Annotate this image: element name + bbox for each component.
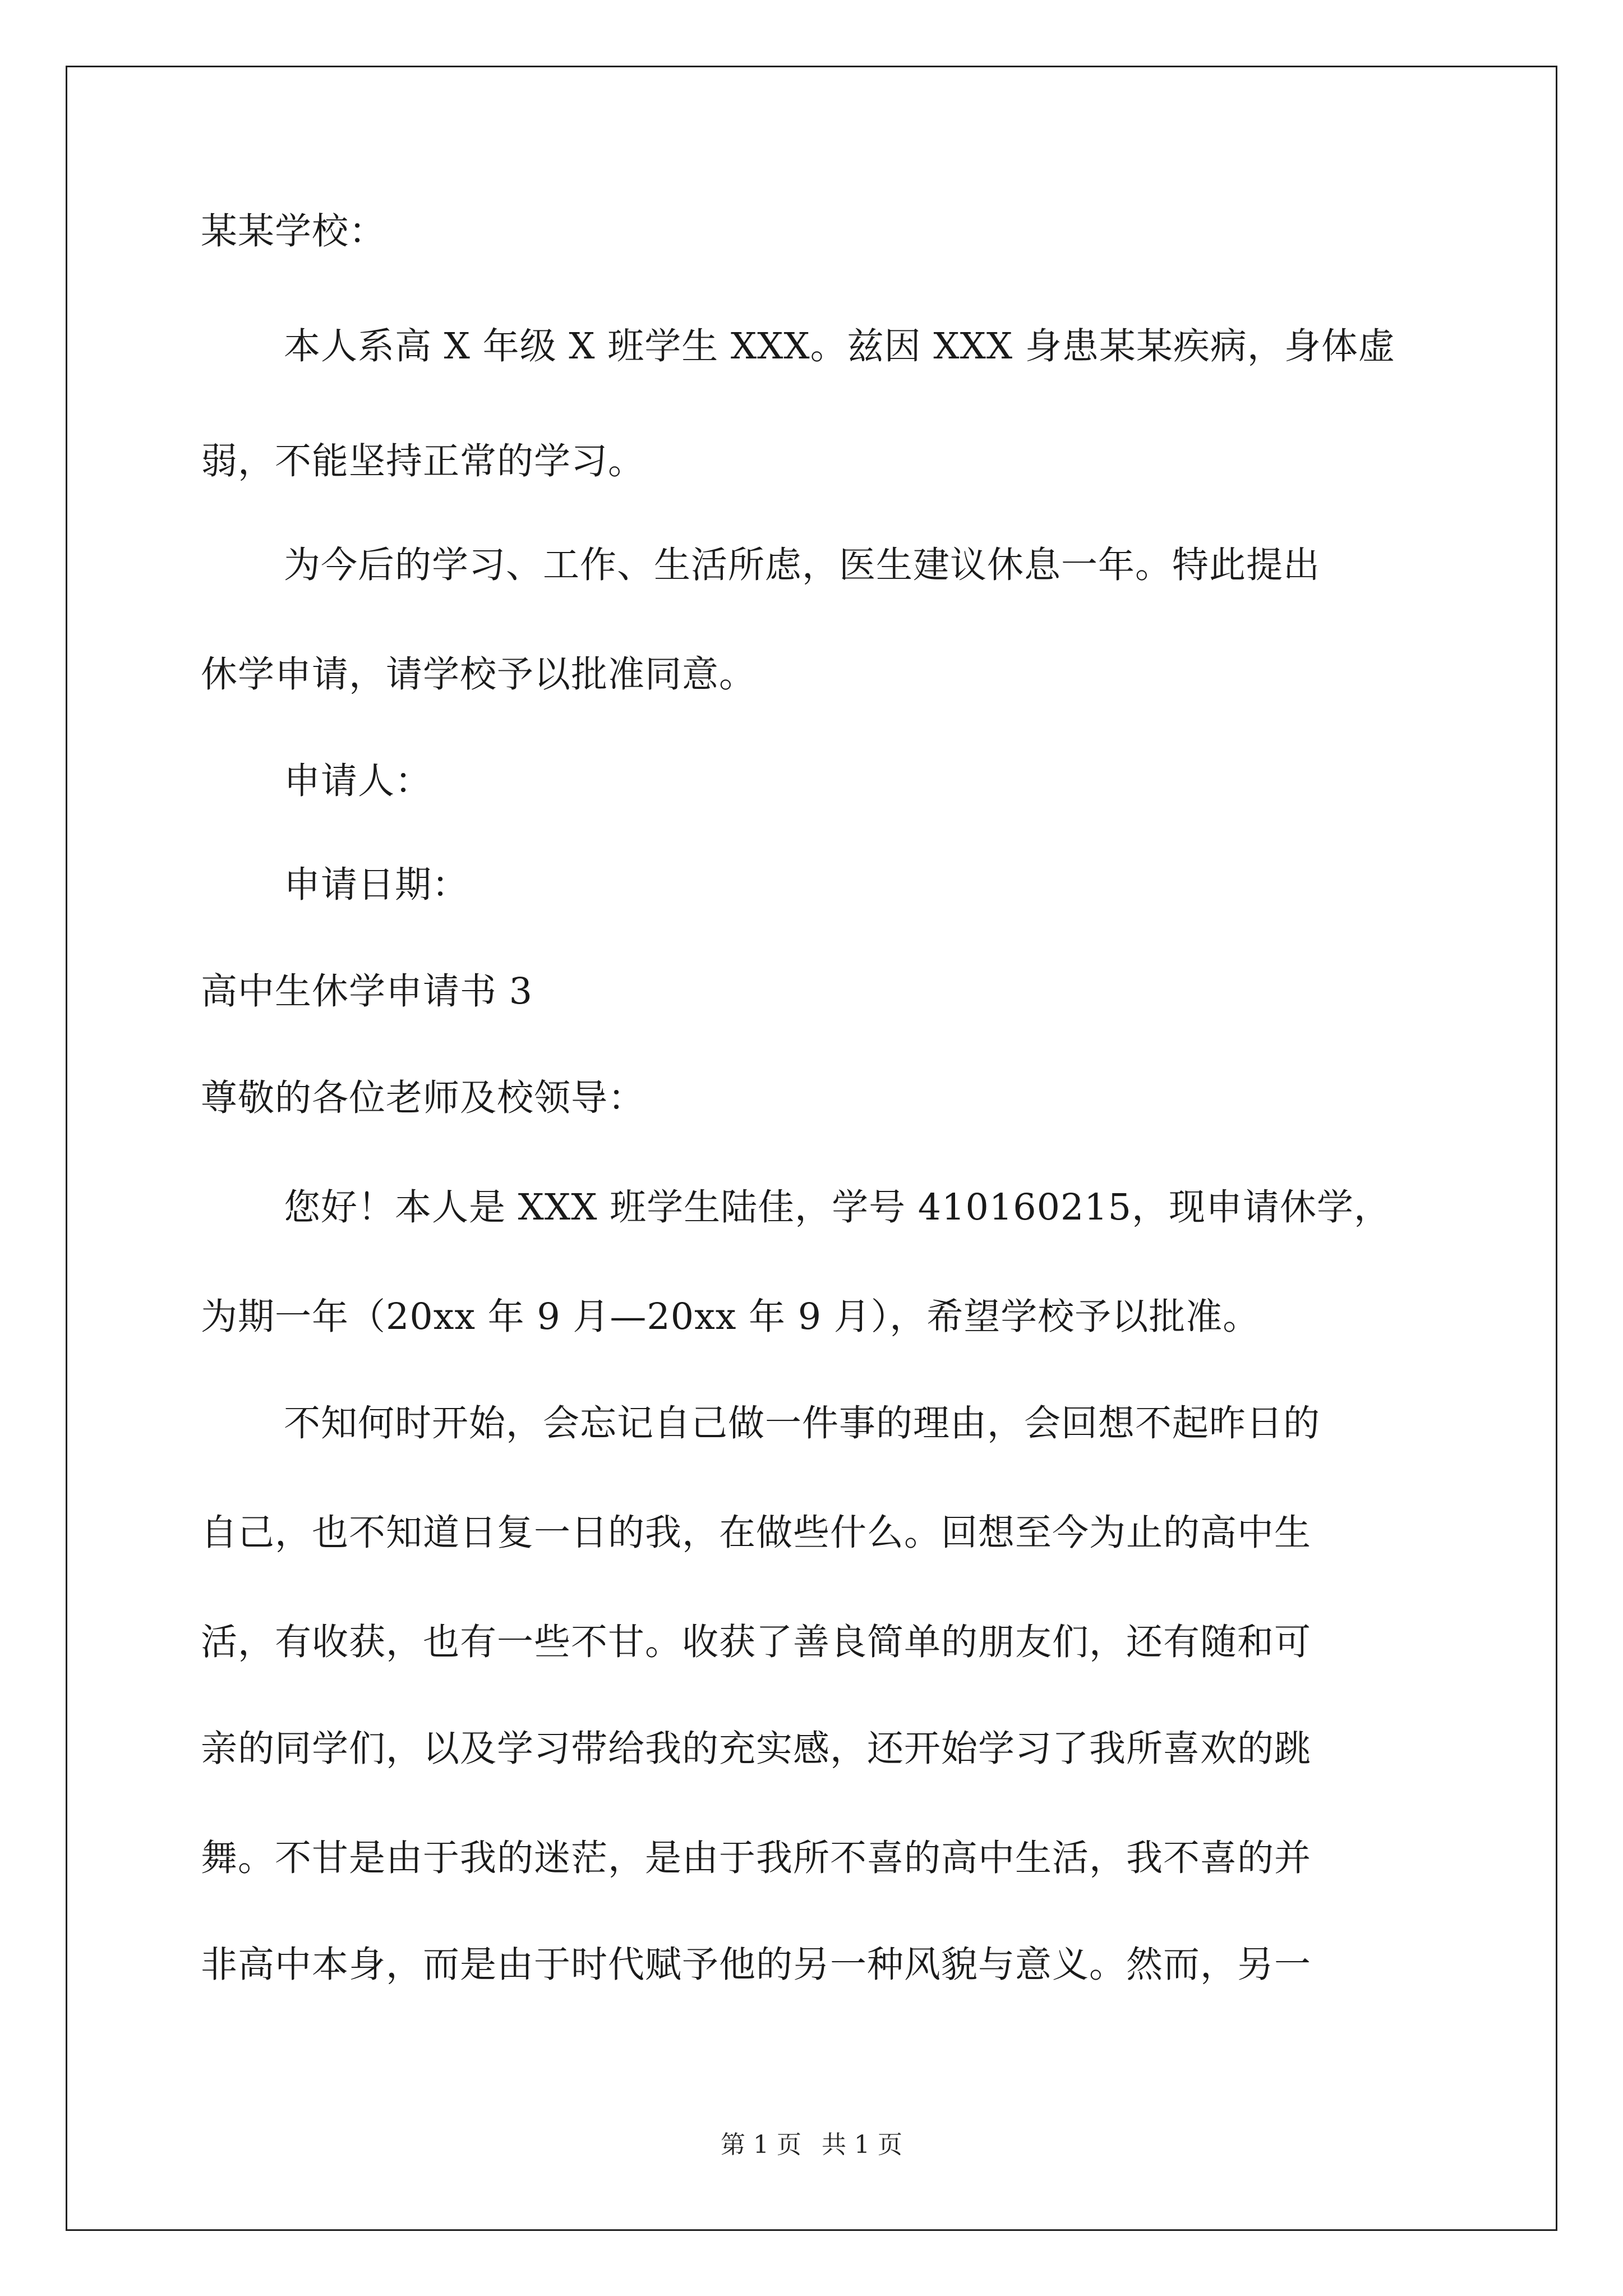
paragraph-line: 本人系高 X 年级 X 班学生 XXX。兹因 XXX 身患某某疾病，身体虚 bbox=[284, 325, 1395, 367]
paragraph-line: 亲的同学们，以及学习带给我的充实感，还开始学习了我所喜欢的跳 bbox=[201, 1728, 1312, 1770]
paragraph-line: 非高中本身，而是由于时代赋予他的另一种风貌与意义。然而，另一 bbox=[201, 1944, 1312, 1986]
salutation-teachers: 尊敬的各位老师及校领导： bbox=[201, 1077, 645, 1119]
paragraph-line: 舞。不甘是由于我的迷茫，是由于我所不喜的高中生活，我不喜的并 bbox=[201, 1837, 1312, 1879]
page-total: 共 1 页 bbox=[822, 2131, 902, 2159]
page-footer bbox=[0, 2132, 1623, 2159]
paragraph-line: 您好！本人是 XXX 班学生陆佳，学号 410160215，现申请休学， bbox=[284, 1186, 1391, 1228]
paragraph-line: 为期一年（20xx 年 9 月—20xx 年 9 月），希望学校予以批准。 bbox=[201, 1296, 1260, 1338]
application-date-label: 申请日期： bbox=[284, 864, 469, 906]
paragraph-line: 活，有收获，也有一些不甘。收获了善良简单的朋友们，还有随和可 bbox=[201, 1621, 1312, 1663]
applicant-label: 申请人： bbox=[284, 760, 432, 802]
salutation-school: 某某学校： bbox=[201, 210, 386, 252]
paragraph-line: 弱，不能坚持正常的学习。 bbox=[201, 440, 645, 482]
paragraph-line: 自己，也不知道日复一日的我，在做些什么。回想至今为止的高中生 bbox=[201, 1512, 1312, 1554]
page-border bbox=[66, 66, 1557, 2231]
paragraph-line: 休学申请，请学校予以批准同意。 bbox=[201, 654, 757, 696]
page-number: 第 1 页 bbox=[721, 2131, 801, 2159]
paragraph-line: 为今后的学习、工作、生活所虑，医生建议休息一年。特此提出 bbox=[284, 544, 1321, 586]
section-title: 高中生休学申请书 3 bbox=[201, 970, 533, 1013]
paragraph-line: 不知何时开始，会忘记自己做一件事的理由，会回想不起昨日的 bbox=[284, 1402, 1321, 1444]
